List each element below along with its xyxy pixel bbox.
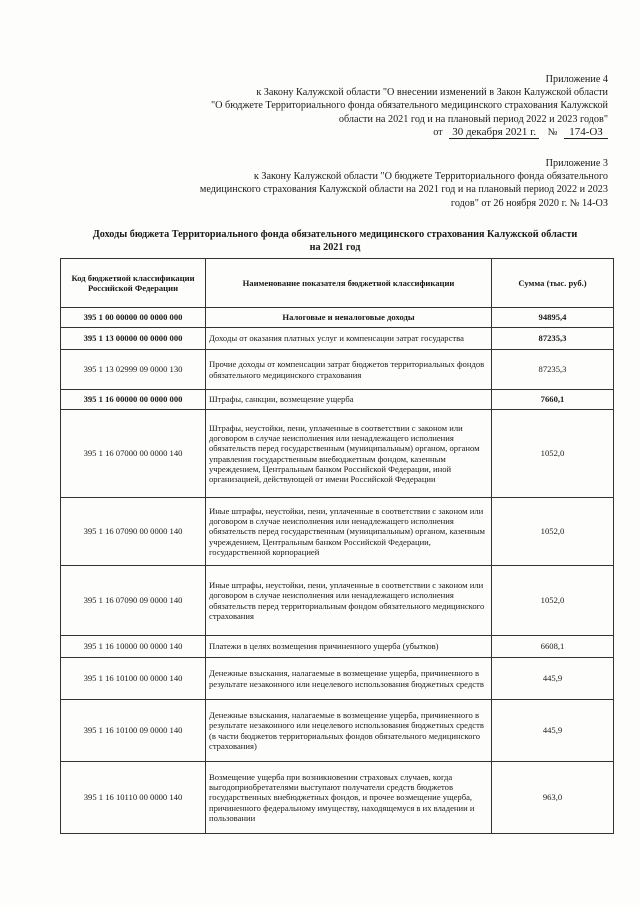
row-sum: 445,9 [492,658,614,700]
table-header-row [61,259,614,308]
revenue-table [60,258,614,834]
appendix-4-header [188,73,608,139]
number-sign: № [547,126,558,138]
law-number: 174-ОЗ [564,126,608,139]
title-line-1: Доходы бюджета Территориального фонда обязательного медицинского страхования Калужской области [92,229,578,240]
title-line-2: на 2021 год [309,241,361,253]
row-name: Иные штрафы, неустойки, пени, уплаченные в соответствии с законом или договором в случае неисполнения или ненадлежащего исполнения обязательств перед территориальным фондом обязательного медицинского страхования [206,566,492,636]
appendix-4-law-line: к Закону Калужской области "О внесении изменений в Закон Калужской области [256,87,608,99]
row-code: 395 1 16 07090 00 0000 140 [61,498,206,566]
row-code: 395 1 16 10110 00 0000 140 [61,762,206,834]
row-sum: 87235,3 [492,350,614,390]
row-sum: 1052,0 [492,410,614,498]
row-sum: 6608,1 [492,636,614,658]
row-name: Платежи в целях возмещения причиненного ущерба (убытков) [206,636,492,658]
table-row [61,350,614,390]
row-sum: 1052,0 [492,566,614,636]
row-code: 395 1 16 10100 09 0000 140 [61,700,206,762]
row-code: 395 1 13 00000 00 0000 000 [61,328,206,350]
table-row [61,308,614,328]
row-sum: 87235,3 [492,328,614,350]
appendix-4-label: Приложение 4 [545,74,608,85]
table-row [61,658,614,700]
table-row [61,410,614,498]
row-code: 395 1 16 00000 00 0000 000 [61,390,206,410]
row-sum: 1052,0 [492,498,614,566]
row-name: Штрафы, санкции, возмещение ущерба [206,390,492,410]
appendix-4-law-period: области на 2021 год и на плановый период 2022 и 2023 годов" [338,113,608,125]
row-code: 395 1 16 07090 09 0000 140 [61,566,206,636]
appendix-3-header [188,157,608,210]
appendix-4-law-title: "О бюджете Территориального фонда обязательного медицинского страхования Калужской [210,100,608,112]
row-name: Денежные взыскания, налагаемые в возмещение ущерба, причиненного в результате незаконного или нецелевого использования бюджетных средств [206,658,492,700]
col-name-header: Наименование показателя бюджетной классификации [206,259,492,308]
row-code: 395 1 16 07000 00 0000 140 [61,410,206,498]
appendix-3-law-date: годов" от 26 ноября 2020 г. № 14-ОЗ [450,197,608,209]
table-row [61,328,614,350]
col-sum-header: Сумма (тыс. руб.) [492,259,614,308]
table-row [61,390,614,410]
row-code: 395 1 13 02999 09 0000 130 [61,350,206,390]
table-row [61,566,614,636]
appendix-3-law-title: медицинского страхования Калужской области на 2021 год и на плановый период 2022 и 2023 [199,184,608,196]
row-name: Иные штрафы, неустойки, пени, уплаченные в соответствии с законом или договором в случае неисполнения или ненадлежащего исполнения обязательств перед государственным (муниципальным) органом, казенным учреждением, Центральным банком Российской Федерации, государственной корпорацией [206,498,492,566]
row-name: Доходы от оказания платных услуг и компенсации затрат государства [206,328,492,350]
document-title [70,229,600,254]
appendix-3-label: Приложение 3 [545,158,608,169]
appendix-4-date-line [433,126,608,139]
row-name: Налоговые и неналоговые доходы [206,308,492,328]
table-row [61,700,614,762]
row-name: Возмещение ущерба при возникновении страховых случаев, когда выгодоприобретателями выступают получатели средств бюджетов государственных внебюджетных фондов, и прочее возмещение ущерба, причиненного федеральному имуществу, находящемуся в их владении и пользовании [206,762,492,834]
row-sum: 445,9 [492,700,614,762]
row-name: Денежные взыскания, налагаемые в возмещение ущерба, причиненного в результате незаконного или нецелевого использования бюджетных средств (в части бюджетов территориальных фондов обязательного медицинского страхования) [206,700,492,762]
table-row [61,762,614,834]
row-code: 395 1 00 00000 00 0000 000 [61,308,206,328]
row-name: Прочие доходы от компенсации затрат бюджетов территориальных фондов обязательного медицинского страхования [206,350,492,390]
col-code-header: Код бюджетной классификации Российской Федерации [61,259,206,308]
appendix-3-law-line: к Закону Калужской области "О бюджете Территориального фонда обязательного [253,171,608,183]
row-code: 395 1 16 10000 00 0000 140 [61,636,206,658]
table-row [61,498,614,566]
from-label: от [433,126,443,138]
row-code: 395 1 16 10100 00 0000 140 [61,658,206,700]
table-row [61,636,614,658]
row-sum: 7660,1 [492,390,614,410]
law-date: 30 декабря 2021 г. [449,126,539,139]
row-sum: 94895,4 [492,308,614,328]
row-name: Штрафы, неустойки, пени, уплаченные в соответствии с законом или договором в случае неисполнения или ненадлежащего исполнения обязательств перед государственным (муниципальным) органом, органом управления государственным внебюджетным фондом, казенным учреждением, Центральным банком Российской Федерации, иной организацией, действующей от имени Российской Федерации [206,410,492,498]
row-sum: 963,0 [492,762,614,834]
